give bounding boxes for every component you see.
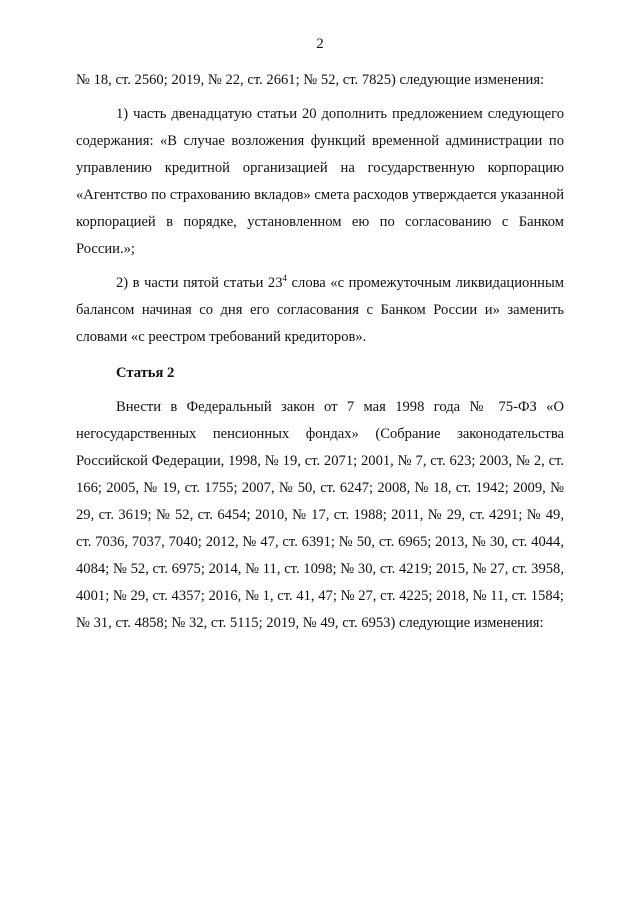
item-2-text-start: 2) в части пятой статьи 23 xyxy=(116,275,283,291)
document-body xyxy=(76,67,564,637)
amendment-item-1: 1) часть двенадцатую статьи 20 дополнить предложением следующего содержания: «В случае возложения функций временной администрации по управлению кредитной организацией на государственную корпорацию «Агентство по страхованию вкладов» смета расходов утверждается указанной корпорацией в порядке, установленном ею по согласованию с Банком России.»; xyxy=(76,106,564,257)
article-superscript: 4 xyxy=(282,273,288,284)
article-2-paragraph: Внести в Федеральный закон от 7 мая 1998 года № 75-ФЗ «О негосударственных пенсионных фондах» (Собрание законодательства Российской Федерации, 1998, № 19, ст. 2071; 2001, № 7, ст. 623; 2003, № 2, ст. 166; 2005, № 19, ст. 1755; 2007, № 50, ст. 6247; 2008, № 18, ст. 1942; 2009, № 29, ст. 3619; № 52, ст. 6454; 2010, № 17, ст. 1988; 2011, № 29, ст. 4291; № 49, ст. 7036, 7037, 7040; 2012, № 47, ст. 6391; № 50, ст. 6965; 2013, № 30, ст. 4044, 4084; № 52, ст. 6975; 2014, № 11, ст. 1098; № 30, ст. 4219; 2015, № 27, ст. 3958, 4001; № 29, ст. 4357; 2016, № 1, ст. 41, 47; № 27, ст. 4225; 2018, № 11, ст. 1584; № 31, ст. 4858; № 32, ст. 5115; 2019, № 49, ст. 6953) следующие изменения: xyxy=(76,399,564,631)
article-2-heading: Статья 2 xyxy=(116,365,175,381)
intro-paragraph: № 18, ст. 2560; 2019, № 22, ст. 2661; № 52, ст. 7825) следующие изменения: xyxy=(76,72,545,88)
item-2-text-end: слова «с промежуточным ликвидационным балансом начиная со дня его согласования с Банком России и» заменить словами «с реестром требований кредиторов». xyxy=(76,275,564,345)
page-number: 2 xyxy=(316,36,324,52)
amendment-item-2 xyxy=(76,270,564,351)
